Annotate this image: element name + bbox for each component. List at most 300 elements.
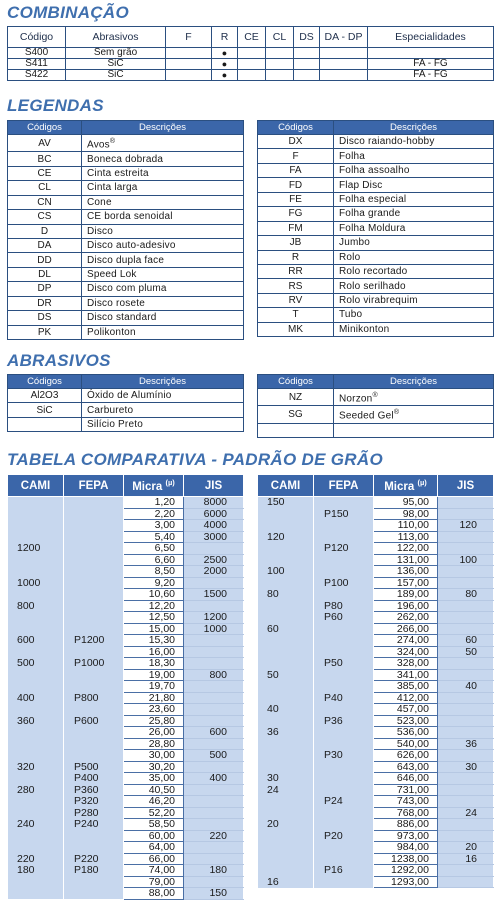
table-row — [8, 311, 244, 325]
combinacao-cell — [368, 48, 494, 59]
table-row — [258, 600, 494, 612]
table-row — [258, 658, 494, 670]
table-row — [258, 853, 494, 865]
table-row — [258, 531, 494, 543]
micra-cell: 743,00 — [374, 796, 438, 808]
code-text: FM — [288, 222, 303, 234]
fepa-cell — [314, 807, 374, 819]
description-text: Cinta larga — [87, 182, 138, 194]
code-text: NZ — [288, 391, 303, 403]
jis-cell — [438, 669, 494, 681]
code-text: FA — [289, 165, 302, 177]
jis-cell: 30 — [438, 761, 494, 773]
code-cell — [8, 135, 82, 152]
description-cell — [334, 264, 494, 278]
description-text: Flap Disc — [339, 179, 383, 191]
combinacao-header-6: DS — [294, 27, 320, 48]
code-text: RS — [288, 280, 303, 292]
jis-cell — [438, 773, 494, 785]
description-text: Disco raiando-hobby — [339, 136, 435, 148]
fepa-cell: P80 — [314, 600, 374, 612]
descricoes-header: Descrições — [82, 375, 244, 389]
combinacao-cell — [294, 59, 320, 70]
cami-cell — [258, 853, 314, 865]
table-row — [8, 819, 244, 831]
table-row — [258, 692, 494, 704]
code-cell — [8, 181, 82, 195]
micra-cell: 88,00 — [124, 888, 184, 900]
cami-cell — [258, 715, 314, 727]
cami-cell — [258, 635, 314, 647]
code-cell — [8, 253, 82, 267]
jis-cell: 8000 — [184, 497, 244, 509]
jis-header: JIS — [438, 475, 494, 497]
description-text: Disco standard — [87, 312, 157, 324]
jis-cell: 1000 — [184, 623, 244, 635]
code-text: JB — [289, 237, 302, 249]
table-row — [258, 589, 494, 601]
code-cell — [8, 238, 82, 252]
code-text: DX — [288, 136, 303, 148]
code-cell — [8, 267, 82, 281]
table-row — [258, 819, 494, 831]
micra-cell: 110,00 — [374, 520, 438, 532]
micra-cell: 412,00 — [374, 692, 438, 704]
table-row — [258, 293, 494, 307]
jis-cell: 1200 — [184, 612, 244, 624]
combinacao-cell: FA - FG — [368, 59, 494, 70]
micra-cell: 2,20 — [124, 508, 184, 520]
cami-cell — [8, 612, 64, 624]
table-row — [8, 658, 244, 670]
jis-cell: 24 — [438, 807, 494, 819]
fepa-cell — [64, 497, 124, 509]
table-row — [8, 750, 244, 762]
table-row — [258, 842, 494, 854]
micra-cell: 60,00 — [124, 830, 184, 842]
combinacao-header-5: CL — [266, 27, 294, 48]
code-cell — [258, 322, 334, 336]
description-text: Boneca dobrada — [87, 153, 164, 165]
micra-cell: 768,00 — [374, 807, 438, 819]
jis-cell: 40 — [438, 681, 494, 693]
jis-cell — [438, 876, 494, 888]
code-cell — [258, 389, 334, 406]
table-row — [8, 761, 244, 773]
jis-cell — [438, 819, 494, 831]
table-row — [258, 221, 494, 235]
description-cell — [334, 279, 494, 293]
codigos-header: Códigos — [258, 121, 334, 135]
cami-cell — [8, 830, 64, 842]
table-row — [8, 727, 244, 739]
cami-cell — [258, 738, 314, 750]
description-cell — [82, 296, 244, 310]
table-row — [258, 406, 494, 423]
description-cell — [334, 250, 494, 264]
jis-cell: 1500 — [184, 589, 244, 601]
description-cell — [82, 195, 244, 209]
combinacao-cell: ● — [212, 59, 238, 70]
description-text: Folha — [339, 150, 366, 162]
cami-cell: 120 — [258, 531, 314, 543]
description-cell — [334, 308, 494, 322]
legendas-title: LEGENDAS — [7, 96, 104, 115]
combinacao-cell: FA - FG — [368, 70, 494, 81]
cami-cell — [8, 681, 64, 693]
table-row — [258, 807, 494, 819]
micra-cell: 157,00 — [374, 577, 438, 589]
table-row — [258, 623, 494, 635]
description-text: Folha assoalho — [339, 165, 410, 177]
jis-cell: 180 — [184, 865, 244, 877]
combinacao-table — [7, 26, 494, 81]
description-text: Silício Preto — [87, 419, 143, 431]
jis-cell: 500 — [184, 750, 244, 762]
cami-cell — [258, 681, 314, 693]
fepa-cell — [64, 520, 124, 532]
combinacao-cell — [320, 48, 368, 59]
cami-cell — [258, 543, 314, 555]
description-cell — [334, 406, 494, 423]
comparativa-table-left — [7, 474, 244, 900]
cami-cell: 360 — [8, 715, 64, 727]
code-text: SG — [288, 408, 303, 420]
jis-cell — [184, 635, 244, 647]
code-text: CS — [37, 211, 52, 223]
fepa-cell — [314, 623, 374, 635]
table-row — [8, 577, 244, 589]
table-row — [258, 178, 494, 192]
jis-cell: 80 — [438, 589, 494, 601]
fepa-cell — [64, 669, 124, 681]
code-cell — [8, 152, 82, 166]
cami-cell — [8, 531, 64, 543]
cami-header: CAMI — [8, 475, 64, 497]
code-cell — [8, 224, 82, 238]
table-row — [258, 577, 494, 589]
fepa-cell — [314, 738, 374, 750]
jis-cell — [438, 531, 494, 543]
cami-cell — [8, 807, 64, 819]
code-text: SiC — [36, 404, 53, 416]
jis-cell — [184, 715, 244, 727]
micra-header: Micra $^{(\mu)}$ — [374, 475, 438, 497]
table-row — [8, 692, 244, 704]
description-cell — [82, 135, 244, 152]
cami-cell — [8, 727, 64, 739]
fepa-cell — [314, 646, 374, 658]
table-row — [8, 566, 244, 578]
table-row — [258, 681, 494, 693]
micra-cell: 984,00 — [374, 842, 438, 854]
description-cell — [334, 207, 494, 221]
cami-cell: 36 — [258, 727, 314, 739]
jis-cell — [184, 600, 244, 612]
table-row — [8, 681, 244, 693]
micra-cell: 35,00 — [124, 773, 184, 785]
micra-cell: 262,00 — [374, 612, 438, 624]
cami-cell — [8, 750, 64, 762]
micra-cell: 113,00 — [374, 531, 438, 543]
cami-cell — [8, 623, 64, 635]
description-cell — [334, 322, 494, 336]
code-cell — [258, 308, 334, 322]
jis-cell — [184, 704, 244, 716]
fepa-cell — [314, 853, 374, 865]
code-cell — [8, 166, 82, 180]
fepa-cell — [64, 704, 124, 716]
description-cell — [82, 417, 244, 431]
combinacao-cell — [238, 59, 266, 70]
abrasivos-table-right — [257, 374, 494, 438]
fepa-cell — [64, 554, 124, 566]
abrasivos-table-left — [7, 374, 244, 432]
micra-cell: 540,00 — [374, 738, 438, 750]
micra-cell: 46,20 — [124, 796, 184, 808]
cami-cell: 400 — [8, 692, 64, 704]
cami-cell — [258, 761, 314, 773]
jis-cell: 120 — [438, 520, 494, 532]
code-text: MK — [288, 323, 303, 335]
jis-cell — [438, 658, 494, 670]
description-cell — [82, 311, 244, 325]
fepa-cell — [314, 704, 374, 716]
cami-cell — [8, 589, 64, 601]
fepa-cell — [314, 589, 374, 601]
fepa-cell: P40 — [314, 692, 374, 704]
cami-cell — [8, 738, 64, 750]
micra-cell: 136,00 — [374, 566, 438, 578]
table-row — [8, 135, 244, 152]
cami-cell — [258, 842, 314, 854]
table-row — [258, 773, 494, 785]
jis-cell — [438, 704, 494, 716]
descricoes-header: Descrições — [334, 375, 494, 389]
cami-cell: 800 — [8, 600, 64, 612]
jis-cell: 100 — [438, 554, 494, 566]
fepa-cell — [64, 589, 124, 601]
jis-cell: 20 — [438, 842, 494, 854]
code-text: DP — [37, 283, 52, 295]
micra-cell: 95,00 — [374, 497, 438, 509]
description-text: Disco com pluma — [87, 283, 167, 295]
jis-cell — [184, 784, 244, 796]
code-text: FE — [289, 193, 302, 205]
jis-cell — [438, 612, 494, 624]
combinacao-cell — [166, 70, 212, 81]
description-cell — [82, 389, 244, 403]
table-row — [258, 497, 494, 509]
micra-cell: 15,00 — [124, 623, 184, 635]
micra-cell: 189,00 — [374, 589, 438, 601]
table-row — [8, 166, 244, 180]
table-row — [258, 279, 494, 293]
fepa-cell — [64, 600, 124, 612]
micra-cell: 25,80 — [124, 715, 184, 727]
combinacao-cell: S422 — [8, 70, 66, 81]
jis-cell — [184, 577, 244, 589]
code-cell — [258, 279, 334, 293]
description-text: Disco auto-adesivo — [87, 240, 176, 252]
table-row — [258, 163, 494, 177]
jis-cell — [438, 623, 494, 635]
cami-header: CAMI — [258, 475, 314, 497]
table-row — [258, 876, 494, 888]
jis-cell: 6000 — [184, 508, 244, 520]
fepa-header: FEPA — [64, 475, 124, 497]
table-row — [8, 554, 244, 566]
fepa-cell — [64, 646, 124, 658]
table-row — [258, 149, 494, 163]
cami-cell: 1200 — [8, 543, 64, 555]
table-row — [258, 830, 494, 842]
fepa-cell: P24 — [314, 796, 374, 808]
fepa-cell — [314, 819, 374, 831]
description-text: Disco rosete — [87, 297, 145, 309]
description-text: Folha Moldura — [339, 222, 406, 234]
description-cell — [334, 149, 494, 163]
table-row — [8, 773, 244, 785]
table-row — [8, 830, 244, 842]
description-text: Rolo — [339, 251, 361, 263]
table-row — [8, 784, 244, 796]
code-text: RR — [288, 266, 303, 278]
combinacao-header-3: R — [212, 27, 238, 48]
jis-cell: 3000 — [184, 531, 244, 543]
micra-cell: 1292,00 — [374, 865, 438, 877]
table-row — [8, 508, 244, 520]
fepa-header: FEPA — [314, 475, 374, 497]
code-text: FG — [288, 208, 303, 220]
jis-cell: 36 — [438, 738, 494, 750]
description-cell — [82, 210, 244, 224]
cami-cell — [258, 612, 314, 624]
fepa-cell — [314, 520, 374, 532]
micra-cell: 19,00 — [124, 669, 184, 681]
table-row — [8, 715, 244, 727]
micra-cell: 98,00 — [374, 508, 438, 520]
combinacao-header-7: DA - DP — [320, 27, 368, 48]
cami-cell — [258, 520, 314, 532]
cami-cell — [8, 669, 64, 681]
table-row — [8, 210, 244, 224]
micra-cell: 973,00 — [374, 830, 438, 842]
table-row — [8, 224, 244, 238]
fepa-cell — [64, 842, 124, 854]
registered-mark: ® — [109, 138, 116, 145]
code-cell — [258, 221, 334, 235]
cami-cell — [258, 508, 314, 520]
jis-cell — [438, 566, 494, 578]
jis-cell — [184, 876, 244, 888]
table-row — [8, 531, 244, 543]
jis-cell: 400 — [184, 773, 244, 785]
micra-cell: 1238,00 — [374, 853, 438, 865]
jis-cell — [184, 692, 244, 704]
jis-cell — [184, 646, 244, 658]
table-row — [8, 888, 244, 900]
cami-cell: 100 — [258, 566, 314, 578]
code-cell — [8, 403, 82, 417]
description-text: Norzon — [339, 393, 373, 405]
code-cell — [8, 311, 82, 325]
description-text: Jumbo — [339, 237, 371, 249]
table-row — [8, 842, 244, 854]
micra-cell: 15,30 — [124, 635, 184, 647]
code-cell — [258, 207, 334, 221]
description-text: Seeded Gel — [339, 410, 394, 422]
table-row — [8, 497, 244, 509]
description-cell — [334, 192, 494, 206]
fepa-cell — [64, 727, 124, 739]
jis-cell — [438, 830, 494, 842]
code-cell — [8, 325, 82, 339]
fepa-cell: P600 — [64, 715, 124, 727]
fepa-cell — [314, 842, 374, 854]
micra-cell: 266,00 — [374, 623, 438, 635]
fepa-cell — [64, 566, 124, 578]
fepa-cell: P1000 — [64, 658, 124, 670]
combinacao-header-0: Código — [8, 27, 66, 48]
fepa-cell — [314, 669, 374, 681]
jis-cell: 150 — [184, 888, 244, 900]
micra-cell: 79,00 — [124, 876, 184, 888]
fepa-cell — [64, 612, 124, 624]
jis-cell: 800 — [184, 669, 244, 681]
combinacao-cell: SiC — [66, 70, 166, 81]
micra-cell: 28,80 — [124, 738, 184, 750]
cami-cell — [8, 497, 64, 509]
table-row — [8, 796, 244, 808]
combinacao-cell — [238, 48, 266, 59]
micra-cell: 341,00 — [374, 669, 438, 681]
combinacao-header-4: CE — [238, 27, 266, 48]
jis-cell — [184, 853, 244, 865]
fepa-cell: P20 — [314, 830, 374, 842]
fepa-cell: P360 — [64, 784, 124, 796]
jis-cell — [438, 784, 494, 796]
code-cell — [258, 135, 334, 149]
cami-cell: 150 — [258, 497, 314, 509]
cami-cell — [8, 842, 64, 854]
code-text: CE — [37, 167, 52, 179]
table-row — [258, 738, 494, 750]
table-row — [258, 566, 494, 578]
micra-header: Micra $^{(\mu)}$ — [124, 475, 184, 497]
micra-cell: 731,00 — [374, 784, 438, 796]
code-text: Al2O3 — [30, 390, 59, 402]
cami-cell: 180 — [8, 865, 64, 877]
jis-cell: 4000 — [184, 520, 244, 532]
fepa-cell — [64, 830, 124, 842]
cami-cell — [258, 796, 314, 808]
combinacao-cell: S411 — [8, 59, 66, 70]
table-row — [258, 264, 494, 278]
fepa-cell: P400 — [64, 773, 124, 785]
description-cell — [82, 282, 244, 296]
code-text: DD — [37, 254, 52, 266]
table-row — [258, 796, 494, 808]
comparativa-title: TABELA COMPARATIVA - PADRÃO DE GRÃO — [7, 450, 383, 469]
micra-cell: 74,00 — [124, 865, 184, 877]
registered-mark: ® — [372, 392, 378, 399]
fepa-cell — [64, 577, 124, 589]
table-row — [258, 704, 494, 716]
table-row — [258, 207, 494, 221]
code-text: F — [292, 150, 299, 162]
table-row — [8, 48, 494, 59]
